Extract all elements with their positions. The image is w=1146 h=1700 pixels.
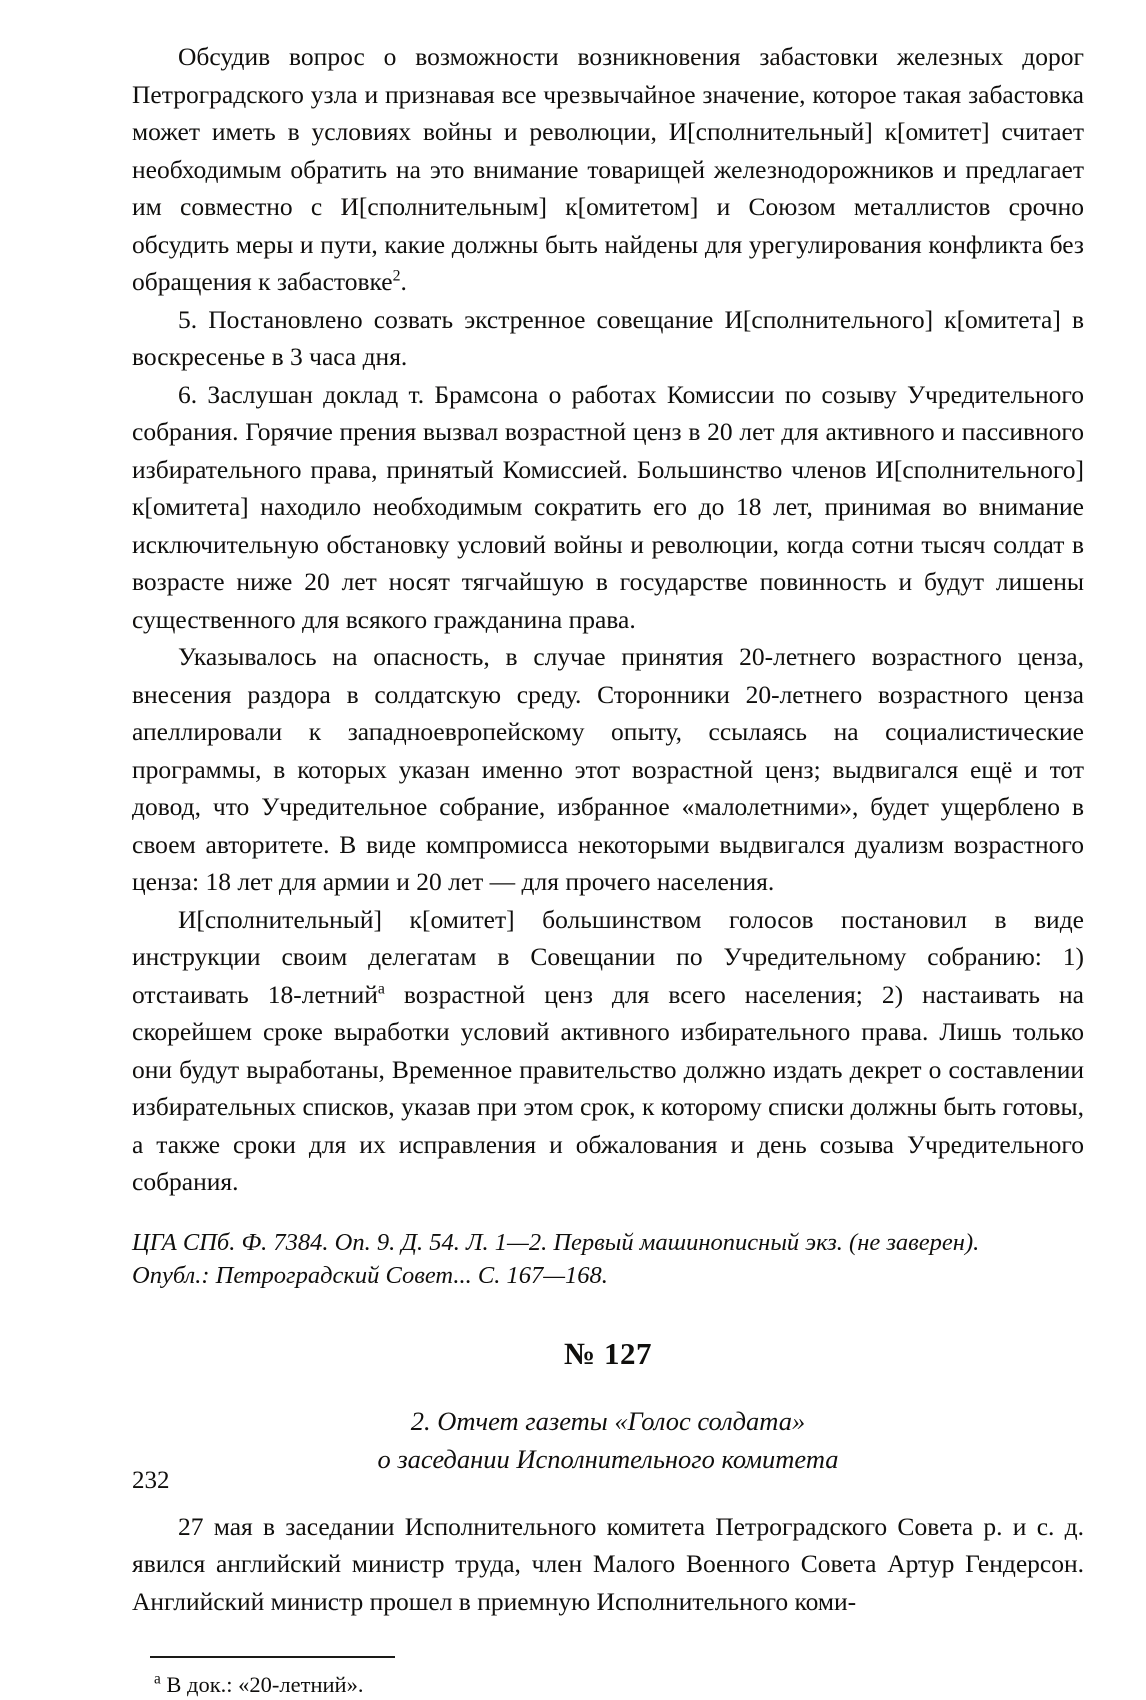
document-title-line-1: 2. Отчет газеты «Голос солдата»: [410, 1405, 806, 1436]
page-number: 232: [132, 1467, 170, 1494]
paragraph-1: Обсудив вопрос о возможности возникновения забастовки железных дорог Петроградского узла и признавая все чрезвычайное значение, которое такая забастовка может иметь в условиях войны и революции, И[сполнительный] к[омитет] считает необходимым обратить на это внимание товарищей железнодорожников и предлагает им совместно с И[сполнительным] к[омитетом] и Союзом металлистов срочно обсудить меры и пути, какие должны быть найдены для урегулирования конфликта без обращения к забастовке$^2$.: [132, 42, 1084, 296]
paragraph-5-mid: возрастной ценз для всего населения; 2) настаивать на: [384, 979, 1084, 1009]
footnote-ref-a: а: [377, 980, 385, 997]
body-text-block: [132, 38, 1084, 1201]
paragraph-5: [132, 901, 1084, 1201]
final-text-block: [132, 1508, 1084, 1621]
footnote-marker: а: [154, 1670, 161, 1688]
paragraph-6: 27 мая в заседании Исполнительного комитета Петроградского Совета р. и с. д. явился английский министр труда, член Малого Военного Совета Артур Гендерсон. Английский министр прошел в приемную Исполнительного коми-: [132, 1511, 1084, 1616]
footnote-text: В док.: «20-летний».: [166, 1672, 364, 1697]
document-number-heading: № 127: [564, 1335, 652, 1371]
paragraph-3: 6. Заслушан доклад т. Брамсона о работах Комиссии по созыву Учредительного собрания. Горячие прения вызвал возрастной ценз в 20 лет для активного и пассивного избирательного права, принятый Комиссией. Большинство членов И[сполнительного] к[омитета] находило необходимым сократить его до 18 лет, принимая во внимание исключительную обстановку условий войны и революции, когда сотни тысяч солдат в возрасте ниже 20 лет носят тягчайшую в государстве повинность и будут лишены существенного для всякого гражданина права.: [132, 379, 1084, 634]
paragraph-4: Указывалось на опасность, в случае принятия 20-летнего возрастного ценза, внесения раздора в солдатскую среду. Сторонники 20-летнего возрастного ценза апеллировали к западноевропейскому опыту, ссылаясь на социалистические программы, в которых указан именно этот возрастной ценз; выдвигался ещё и тот довод, что Учредительное собрание, избранное «малолетними», будет ущерблено в своем авторитете. В виде компромисса некоторыми выдвигался дуализм возрастного ценза: 18 лет для армии и 20 лет — для прочего населения.: [132, 642, 1084, 896]
document-title: [132, 1402, 1084, 1478]
footnote-separator: [150, 1656, 395, 1658]
source-note-line-1: ЦГА СПб. Ф. 7384. Оп. 9. Д. 54. Л. 1—2. Первый машинописный экз. (не заверен).: [132, 1228, 980, 1256]
document-title-line-2: о заседании Исполнительного комитета: [377, 1443, 839, 1474]
paragraph-1-text: Обсудив вопрос о возможности возникновения забастовки железных дорог Петроградского узла и признавая все чрезвычайное значение, которое такая забастовка может иметь в условиях войны и революции, И[сполнительный] к[омитет] считает необходимым обратить на это внимание товарищей железнодорожников и предлагает им совместно с И[сполнительным] к[омитетом] и Союзом металлистов срочно обсудить меры и пути, какие должны быть найдены для урегулирования конфликта без обращения к забастовке: [132, 42, 1084, 296]
paragraph-5-end: скорейшем сроке выработки условий активного избирательного права. Лишь только они будут выработаны, Временное правительство должно издать декрет о составлении избирательных списков, указав при этом срок, к которому списки должны быть готовы, а также сроки для их исправления и обжалования и день созыва Учредительного собрания.: [132, 1017, 1084, 1196]
paragraph-2: 5. Постановлено созвать экстренное совещание И[сполнительного] к[омитета] в воскресенье в 3 часа дня.: [132, 304, 1084, 371]
paragraph-5-start: И[сполнительный] к[омитет] большинством голосов постановил в виде инструкции своим делегатам в Совещании по Учредительному собранию: 1) отстаивать 18-летний: [132, 904, 1084, 1009]
footnote-entry: [154, 1670, 1084, 1700]
footnote-ref-2: 2: [392, 267, 401, 285]
archival-source-note: [132, 1226, 1084, 1292]
source-note-line-2: Опубл.: Петроградский Совет... С. 167—168.: [132, 1261, 608, 1289]
